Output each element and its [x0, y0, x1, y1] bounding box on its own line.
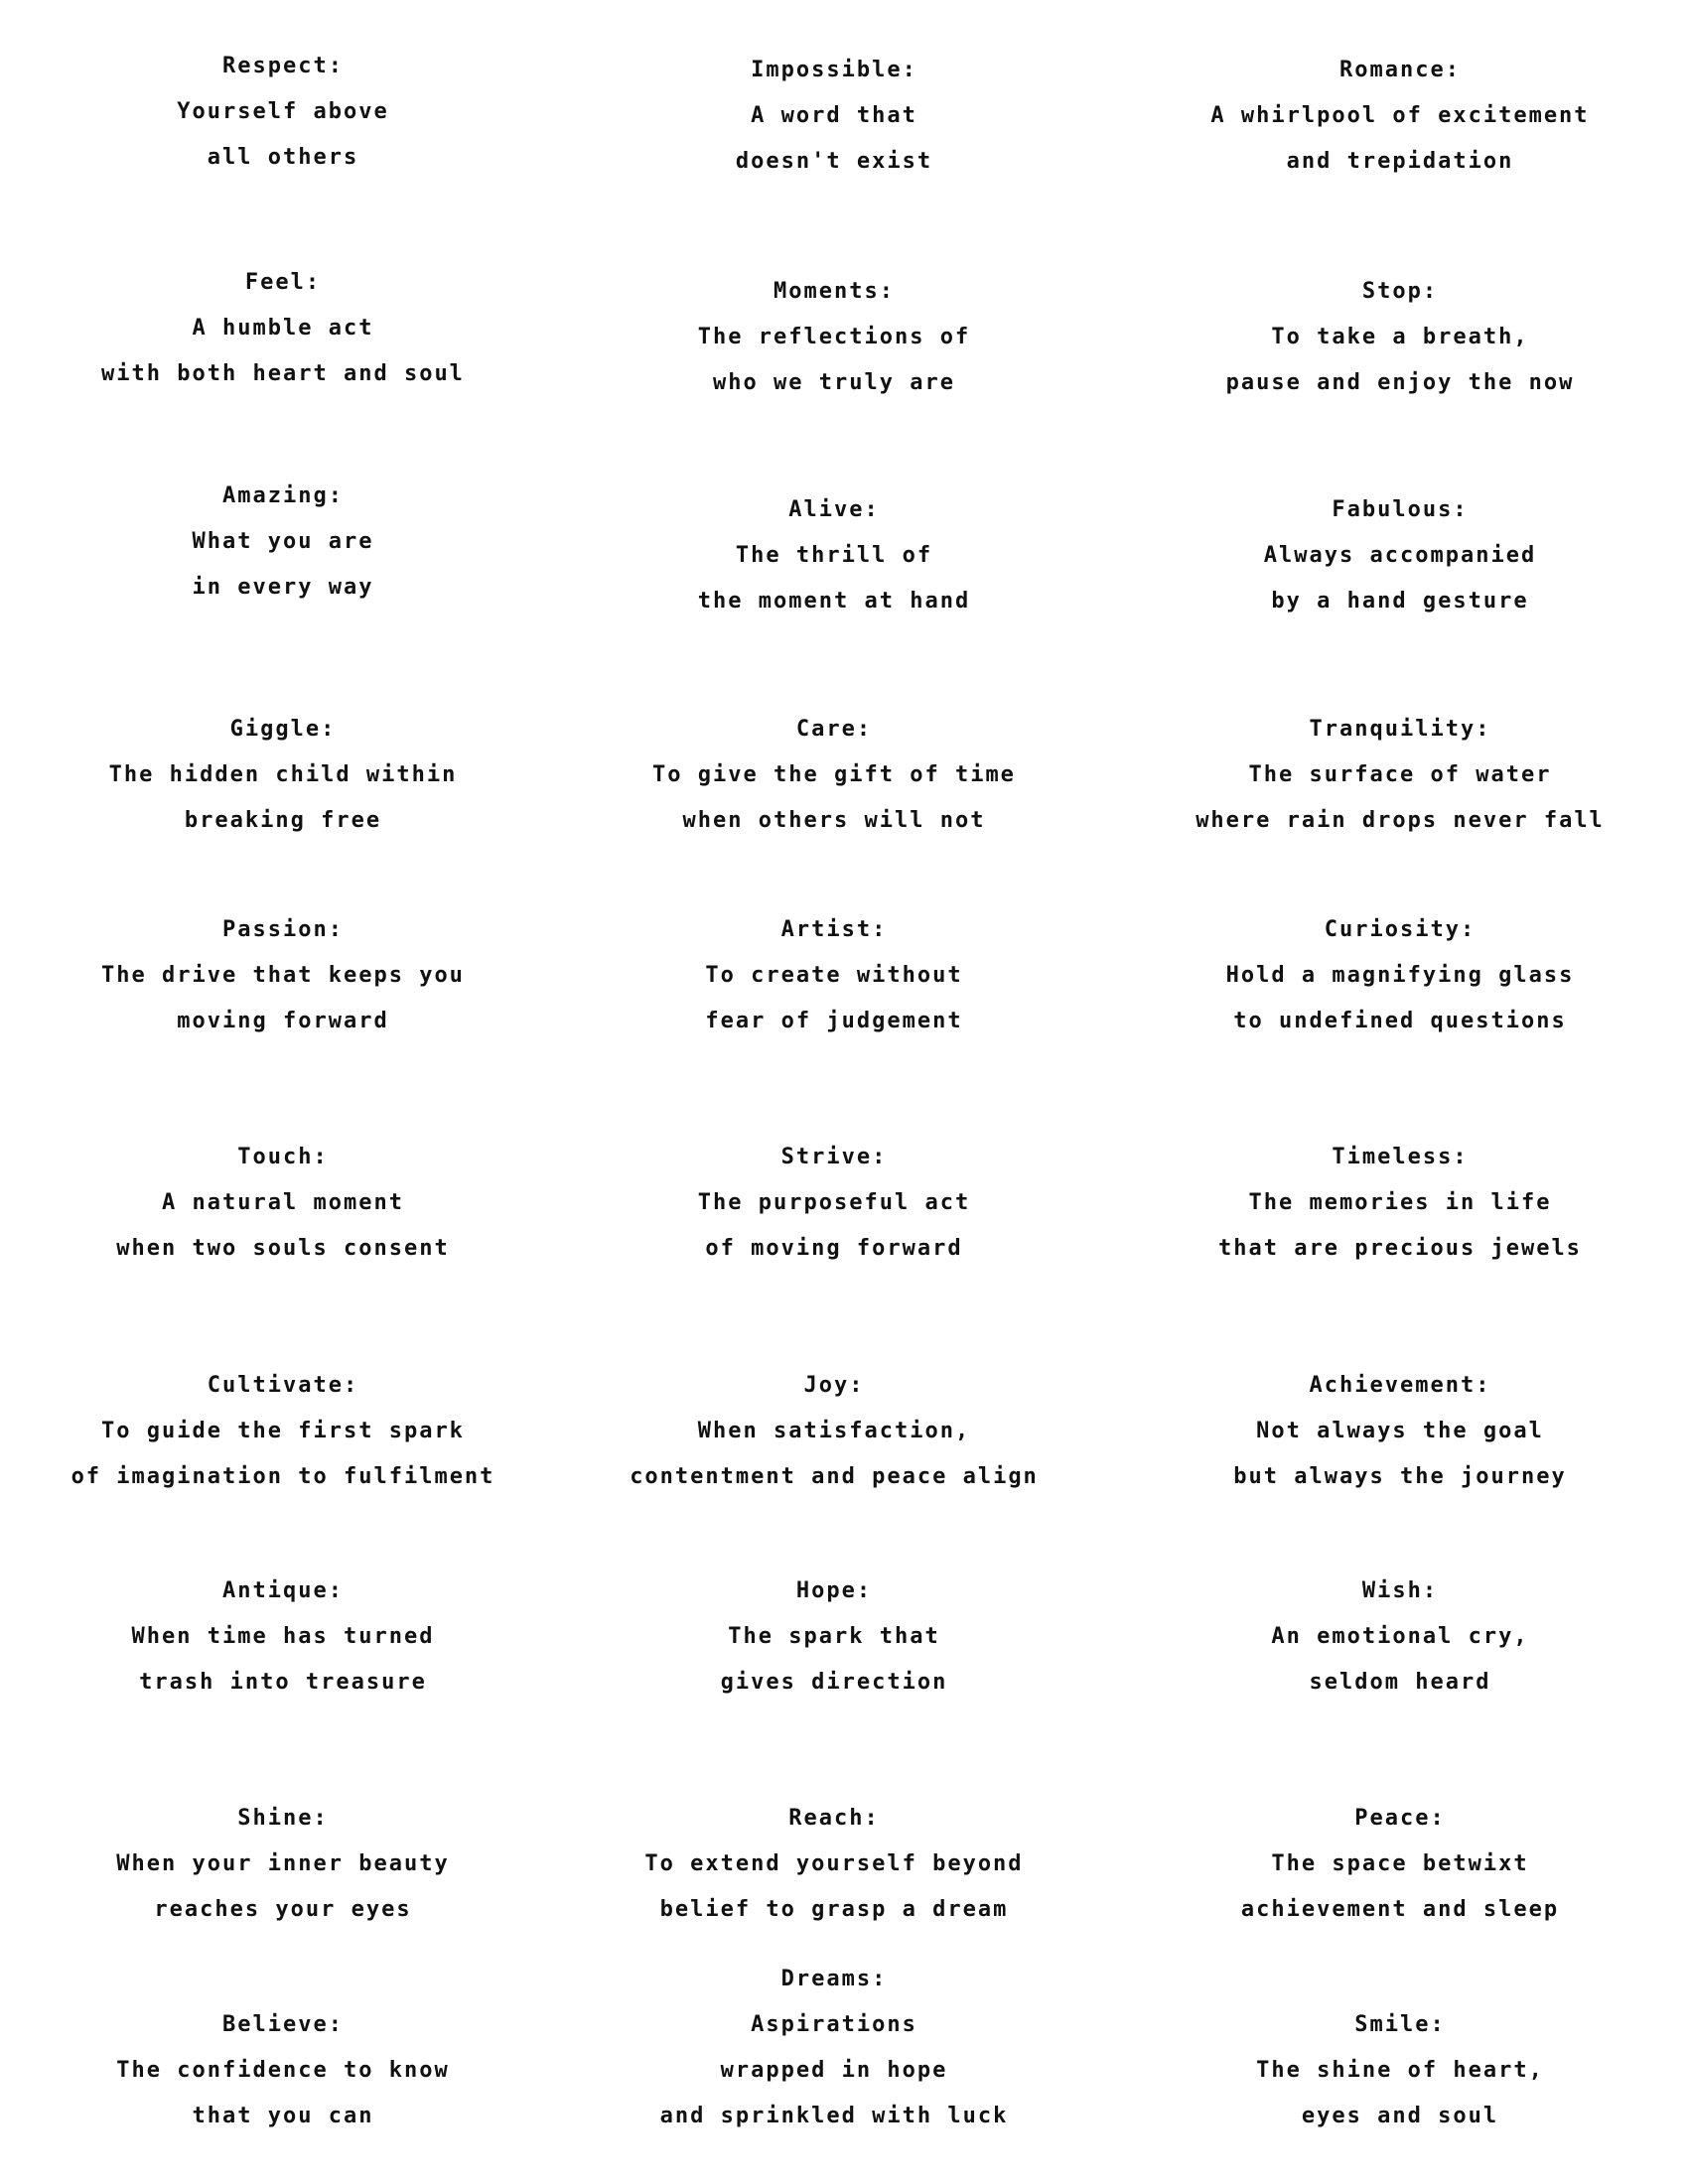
definition-entry-stop: [1142, 269, 1658, 406]
entry-line: pause and enjoy the now: [1225, 370, 1575, 395]
entry-line: all others: [207, 145, 359, 170]
entry-line: A word that: [751, 103, 917, 128]
entry-line: achievement and sleep: [1240, 1897, 1560, 1922]
entry-line: Aspirations: [751, 2012, 917, 2037]
entry-term: Touch:: [237, 1145, 329, 1169]
entry-line: A natural moment: [162, 1190, 404, 1215]
entry-line: to undefined questions: [1233, 1009, 1567, 1033]
definition-entry-artist: [576, 907, 1092, 1044]
entry-line: To create without: [705, 963, 963, 988]
entry-line: The drive that keeps you: [101, 963, 465, 988]
entry-line: What you are: [192, 529, 374, 554]
entry-line: contentment and peace align: [630, 1464, 1039, 1489]
entry-term: Passion:: [222, 917, 344, 942]
entry-line: in every way: [192, 575, 374, 600]
definition-entry-passion: [25, 907, 541, 1044]
definition-entry-peace: [1142, 1796, 1658, 1933]
entry-term: Peace:: [1354, 1806, 1446, 1831]
entry-term: Giggle:: [229, 717, 337, 742]
definition-entry-joy: [576, 1363, 1092, 1500]
entry-line: When time has turned: [131, 1624, 435, 1649]
entry-term: Care:: [795, 717, 873, 742]
entry-term: Achievement:: [1309, 1373, 1491, 1398]
definition-entry-shine: [25, 1796, 541, 1933]
entry-line: where rain drops never fall: [1196, 808, 1605, 833]
entry-line: belief to grasp a dream: [659, 1897, 1009, 1922]
entry-line: wrapped in hope: [720, 2058, 948, 2083]
definition-entry-hope: [576, 1569, 1092, 1706]
entry-line: The surface of water: [1248, 762, 1552, 787]
entry-term: Dreams:: [780, 1967, 888, 1991]
entry-line: The memories in life: [1248, 1190, 1552, 1215]
entry-term: Strive:: [780, 1145, 888, 1169]
entry-line: A humble act: [192, 316, 374, 341]
entry-line: When your inner beauty: [116, 1851, 450, 1876]
entry-line: breaking free: [184, 808, 382, 833]
entry-line: The reflections of: [697, 325, 971, 349]
entry-line: when two souls consent: [116, 1236, 450, 1261]
entry-term: Shine:: [237, 1806, 329, 1831]
entry-line: fear of judgement: [705, 1009, 963, 1033]
definition-entry-cultivate: [25, 1363, 541, 1500]
entry-line: moving forward: [177, 1009, 389, 1033]
entry-line: An emotional cry,: [1271, 1624, 1529, 1649]
entry-line: The space betwixt: [1271, 1851, 1529, 1876]
entry-line: The confidence to know: [116, 2058, 450, 2083]
entry-term: Stop:: [1361, 279, 1439, 304]
entry-line: of imagination to fulfilment: [70, 1464, 495, 1489]
entry-line: by a hand gesture: [1271, 589, 1529, 614]
entry-line: The hidden child within: [108, 762, 458, 787]
definition-entry-antique: [25, 1569, 541, 1706]
entry-line: A whirlpool of excitement: [1210, 103, 1590, 128]
definition-entry-tranquility: [1142, 707, 1658, 844]
entry-line: Yourself above: [177, 99, 389, 124]
entry-term: Fabulous:: [1332, 497, 1469, 522]
entry-term: Respect:: [222, 54, 344, 78]
entry-line: and trepidation: [1286, 149, 1514, 174]
entry-line: The thrill of: [735, 543, 933, 568]
entry-term: Alive:: [788, 497, 880, 522]
entry-line: The spark that: [728, 1624, 940, 1649]
definition-entry-romance: [1142, 48, 1658, 185]
definition-entry-respect: [25, 44, 541, 181]
entry-line: that are precious jewels: [1218, 1236, 1582, 1261]
entry-line: but always the journey: [1233, 1464, 1567, 1489]
entry-term: Amazing:: [222, 483, 344, 508]
entry-term: Joy:: [803, 1373, 865, 1398]
entry-line: that you can: [192, 2104, 374, 2128]
entry-line: Always accompanied: [1263, 543, 1537, 568]
entry-line: the moment at hand: [697, 589, 971, 614]
definition-entry-alive: [576, 487, 1092, 624]
entry-line: when others will not: [682, 808, 986, 833]
entry-term: Impossible:: [751, 58, 917, 82]
definition-entry-wish: [1142, 1569, 1658, 1706]
entry-term: Hope:: [795, 1578, 873, 1603]
definition-entry-reach: [576, 1796, 1092, 1933]
definition-entry-moments: [576, 269, 1092, 406]
entry-line: eyes and soul: [1301, 2104, 1499, 2128]
entry-line: and sprinkled with luck: [659, 2104, 1009, 2128]
definition-entry-dreams: [576, 1957, 1092, 2139]
entry-line: The purposeful act: [697, 1190, 971, 1215]
entry-term: Timeless:: [1332, 1145, 1469, 1169]
entry-line: Not always the goal: [1256, 1419, 1544, 1443]
entry-line: reaches your eyes: [154, 1897, 412, 1922]
entry-line: The shine of heart,: [1256, 2058, 1544, 2083]
entry-line: who we truly are: [713, 370, 955, 395]
definition-entry-achievement: [1142, 1363, 1658, 1500]
definition-entry-fabulous: [1142, 487, 1658, 624]
entry-term: Moments:: [774, 279, 895, 304]
definition-entry-amazing: [25, 474, 541, 611]
entry-line: trash into treasure: [139, 1670, 427, 1695]
definition-entry-believe: [25, 2002, 541, 2139]
entry-line: with both heart and soul: [101, 361, 465, 386]
entry-term: Believe:: [222, 2012, 344, 2037]
entry-term: Smile:: [1354, 2012, 1446, 2037]
definition-entry-feel: [25, 260, 541, 397]
entry-term: Reach:: [788, 1806, 880, 1831]
definition-entry-impossible: [576, 48, 1092, 185]
definition-entry-smile: [1142, 2002, 1658, 2139]
definition-entry-giggle: [25, 707, 541, 844]
entry-line: gives direction: [720, 1670, 948, 1695]
entry-term: Tranquility:: [1309, 717, 1491, 742]
entry-line: To extend yourself beyond: [644, 1851, 1024, 1876]
definition-entry-timeless: [1142, 1135, 1658, 1272]
definition-entry-care: [576, 707, 1092, 844]
entry-term: Antique:: [222, 1578, 344, 1603]
entry-term: Feel:: [244, 270, 322, 295]
entry-term: Artist:: [780, 917, 888, 942]
entry-term: Curiosity:: [1324, 917, 1477, 942]
entry-line: To take a breath,: [1271, 325, 1529, 349]
entry-line: To give the gift of time: [652, 762, 1016, 787]
entry-term: Wish:: [1361, 1578, 1439, 1603]
entry-term: Romance:: [1339, 58, 1461, 82]
definition-entry-touch: [25, 1135, 541, 1272]
entry-line: To guide the first spark: [101, 1419, 465, 1443]
entry-term: Cultivate:: [207, 1373, 359, 1398]
entry-line: Hold a magnifying glass: [1225, 963, 1575, 988]
definition-entry-curiosity: [1142, 907, 1658, 1044]
entry-line: of moving forward: [705, 1236, 963, 1261]
definition-entry-strive: [576, 1135, 1092, 1272]
entry-line: When satisfaction,: [697, 1419, 971, 1443]
entry-line: seldom heard: [1309, 1670, 1491, 1695]
entry-line: doesn't exist: [735, 149, 933, 174]
